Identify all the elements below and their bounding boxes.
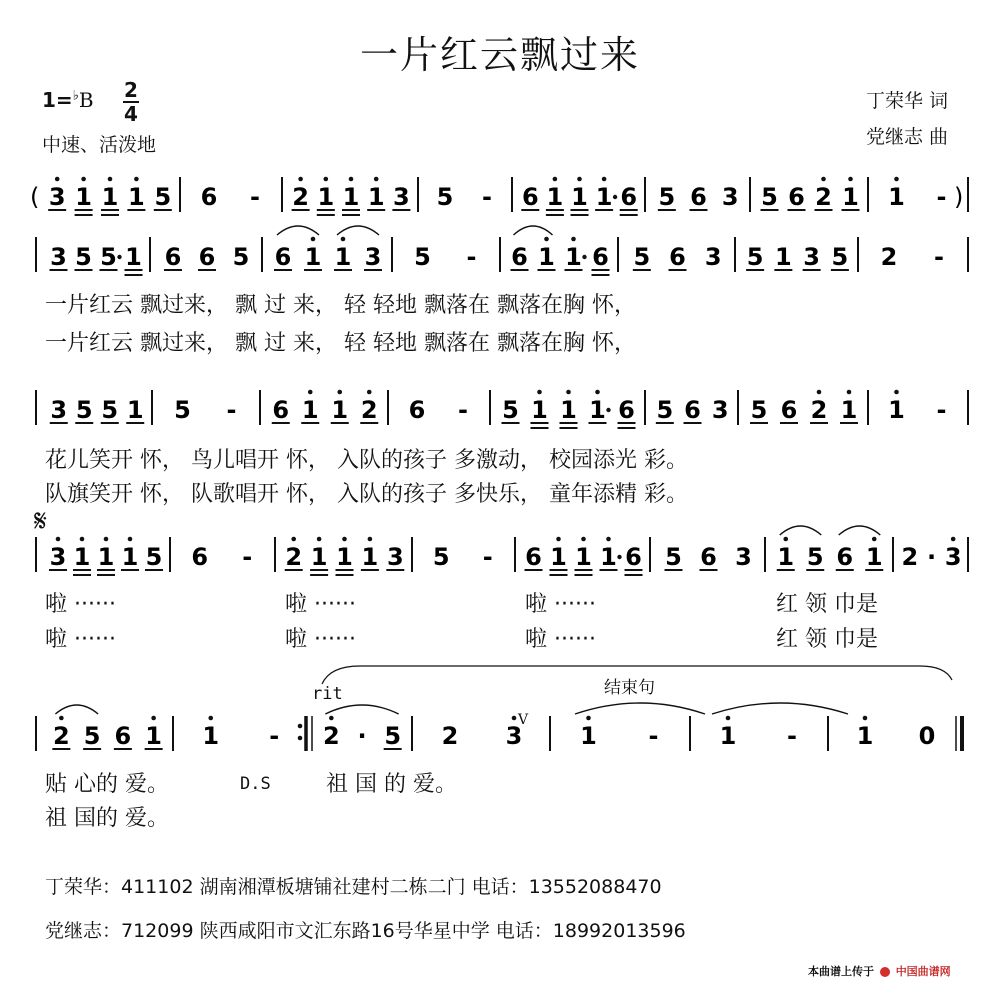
note: 3 <box>711 396 729 424</box>
lyric-line: 一片红云 飘过来， 飘 过 来， 轻 轻地 飘落在 飘落在胸 怀， <box>45 331 636 356</box>
octave-dot <box>951 537 956 542</box>
note: 3 <box>803 243 820 271</box>
note: 6 <box>788 183 805 211</box>
octave-dot <box>726 716 731 721</box>
octave-dot <box>586 716 591 721</box>
note: 1 <box>126 396 144 424</box>
note: 3 <box>721 183 739 211</box>
ds-marking: D.S <box>240 774 271 794</box>
note: 1 <box>301 396 319 424</box>
note: 1 <box>75 183 92 211</box>
note: 1 <box>97 543 115 571</box>
note: 1 <box>367 183 385 211</box>
note: 5 <box>761 183 778 211</box>
octave-dot <box>872 537 877 542</box>
octave-dot <box>566 390 571 395</box>
octave-dot <box>55 177 60 182</box>
slur <box>780 526 822 535</box>
note: 1 <box>145 722 162 750</box>
note: 3 <box>393 183 410 211</box>
dash-mark: - <box>787 722 797 750</box>
note: 5 <box>432 543 450 571</box>
note: 1 <box>888 396 905 424</box>
note: 3 <box>50 243 67 271</box>
note: 3 <box>735 543 752 571</box>
note: 1 <box>334 243 352 271</box>
dash-mark: - <box>269 722 280 750</box>
note: 3 <box>944 543 962 571</box>
octave-dot <box>863 716 868 721</box>
note: 5 <box>831 243 849 271</box>
aug-dot <box>606 408 610 412</box>
slur <box>55 705 98 714</box>
lyricist-contact: 丁荣华：411102 湖南湘潭板塘铺社建村二栋二门 电话：13552088470 <box>45 876 662 898</box>
note: 1 <box>589 396 606 424</box>
note: 6 <box>200 183 218 211</box>
note: 1 <box>600 543 617 571</box>
octave-dot <box>342 537 347 542</box>
note: 3 <box>49 543 67 571</box>
note: 3 <box>704 243 722 271</box>
note: 5 <box>384 722 402 750</box>
note: 5 <box>502 396 519 424</box>
note: 6 <box>272 396 290 424</box>
octave-dot <box>783 537 788 542</box>
note: 1 <box>125 243 142 271</box>
note: · <box>926 543 937 571</box>
site-name: 中国曲谱网 <box>895 965 951 978</box>
close-paren: ) <box>954 183 964 211</box>
octave-dot <box>291 537 296 542</box>
note: 1 <box>777 543 795 571</box>
note: 2 <box>815 183 832 211</box>
octave-dot <box>581 537 586 542</box>
note: 3 <box>505 722 523 750</box>
note: 1 <box>317 183 335 211</box>
note: 2 <box>880 243 898 271</box>
note: 1 <box>546 183 564 211</box>
note: 2 <box>901 543 919 571</box>
note: 1 <box>101 183 119 211</box>
note: 2 <box>360 396 378 424</box>
note: 3 <box>386 543 404 571</box>
note: 5 <box>232 243 250 271</box>
note: 6 <box>592 243 609 271</box>
ending-bracket <box>322 666 952 684</box>
slur <box>839 526 881 535</box>
octave-dot <box>80 537 85 542</box>
octave-dot <box>329 716 334 721</box>
octave-dot <box>104 537 109 542</box>
breath-mark: V <box>518 712 529 728</box>
dash-mark: - <box>934 243 944 271</box>
slur <box>514 226 553 235</box>
note: 3 <box>50 396 68 424</box>
octave-dot <box>848 177 853 182</box>
slur <box>325 705 398 714</box>
note: 5 <box>154 183 172 211</box>
note: 6 <box>525 543 542 571</box>
aug-dot <box>617 555 621 559</box>
note: 5 <box>746 243 764 271</box>
key-prefix: 1= <box>42 88 73 112</box>
note: 1 <box>342 183 360 211</box>
dash-mark: - <box>482 183 492 211</box>
note: 3 <box>48 183 66 211</box>
octave-dot <box>208 716 213 721</box>
octave-dot <box>349 177 354 182</box>
octave-dot <box>544 237 549 242</box>
open-paren: ( <box>30 183 40 211</box>
flat-sign: ♭ <box>72 88 79 104</box>
note: 2 <box>292 183 309 211</box>
octave-dot <box>134 177 139 182</box>
lyric-line: 啦 ······ <box>285 592 356 617</box>
time-denominator: 4 <box>124 102 138 126</box>
lyric-line: 啦 ······ <box>45 627 116 652</box>
note: 1 <box>580 722 597 750</box>
octave-dot <box>577 177 582 182</box>
note: 5 <box>145 543 163 571</box>
note: 1 <box>331 396 349 424</box>
dash-mark: - <box>648 722 659 750</box>
dash-mark: - <box>458 396 468 424</box>
dash-mark: - <box>936 183 947 211</box>
lyric-line: 啦 ······ <box>285 627 356 652</box>
note: 5 <box>174 396 191 424</box>
note: 6 <box>620 183 638 211</box>
octave-dot <box>128 537 133 542</box>
note: 1 <box>840 396 858 424</box>
octave-dot <box>847 390 852 395</box>
octave-dot <box>81 177 86 182</box>
note: 2 <box>322 722 340 750</box>
aug-dot <box>582 255 586 259</box>
note: 6 <box>669 243 686 271</box>
tempo-marking: 中速、活泼地 <box>42 134 157 156</box>
dash-mark: - <box>482 543 493 571</box>
octave-dot <box>367 390 372 395</box>
note: 3 <box>364 243 382 271</box>
note: 6 <box>198 243 216 271</box>
note: 6 <box>408 396 426 424</box>
note: 1 <box>538 243 555 271</box>
aug-dot <box>613 195 617 199</box>
lyric-line: 啦 ······ <box>525 627 596 652</box>
dash-mark: - <box>226 396 237 424</box>
octave-dot <box>894 177 899 182</box>
composer-contact: 党继志：712099 陕西咸阳市文汇东路16号华星中学 电话：18992013596 <box>45 920 686 942</box>
slur <box>277 226 319 235</box>
note: 5 <box>100 243 117 271</box>
note: 1 <box>719 722 737 750</box>
note: 1 <box>121 543 139 571</box>
note: 5 <box>633 243 651 271</box>
octave-dot <box>512 716 517 721</box>
lyric-line: 啦 ······ <box>525 592 596 617</box>
note: 5 <box>75 243 92 271</box>
octave-dot <box>602 177 607 182</box>
time-numerator: 2 <box>124 78 138 102</box>
octave-dot <box>556 537 561 542</box>
note: 1 <box>550 543 567 571</box>
aug-dot <box>117 255 121 259</box>
note: 1 <box>571 183 588 211</box>
note: 2 <box>53 722 70 750</box>
octave-dot <box>894 390 899 395</box>
note: 5 <box>414 243 431 271</box>
note: 1 <box>865 543 883 571</box>
note: 6 <box>191 543 209 571</box>
note: 1 <box>310 543 328 571</box>
octave-dot <box>308 390 313 395</box>
dash-mark: - <box>466 243 477 271</box>
note: 5 <box>665 543 682 571</box>
note: 2 <box>285 543 303 571</box>
note: 1 <box>336 543 353 571</box>
note: 6 <box>521 183 539 211</box>
octave-dot <box>151 716 156 721</box>
octave-dot <box>59 716 64 721</box>
note: 1 <box>128 183 145 211</box>
note: 2 <box>810 396 828 424</box>
note: 0 <box>918 722 936 750</box>
dash-mark: - <box>936 396 947 424</box>
lyric-line: 队旗笑开 怀， 队歌唱开 怀， 入队的孩子 多快乐， 童年添精 彩。 <box>45 482 688 507</box>
note: 1 <box>856 722 874 750</box>
note: 6 <box>836 543 854 571</box>
note: 1 <box>560 396 577 424</box>
octave-dot <box>821 177 826 182</box>
octave-dot <box>374 177 379 182</box>
note: 1 <box>202 722 220 750</box>
note: 6 <box>274 243 292 271</box>
octave-dot <box>341 237 346 242</box>
note: 6 <box>700 543 717 571</box>
note: 1 <box>775 243 792 271</box>
lyric-line: 祖 国的 爱。 <box>45 806 169 831</box>
note: 1 <box>304 243 322 271</box>
note: 5 <box>806 543 824 571</box>
octave-dot <box>571 237 576 242</box>
note: 1 <box>531 396 548 424</box>
note: · <box>357 722 367 750</box>
upload-credit-text: 本曲谱上传于 <box>808 965 874 978</box>
note: 2 <box>441 722 459 750</box>
note: 5 <box>83 722 101 750</box>
note: 5 <box>101 396 119 424</box>
key-note: B <box>78 88 94 112</box>
note: 1 <box>565 243 582 271</box>
repeat-dot <box>298 724 303 729</box>
note: 6 <box>684 396 701 424</box>
lyricist-credit: 丁荣华 词 <box>866 90 949 112</box>
octave-dot <box>817 390 822 395</box>
note: 6 <box>780 396 798 424</box>
tie <box>712 703 848 714</box>
segno-sign: 𝄋 <box>34 504 47 539</box>
note: 6 <box>625 543 642 571</box>
lyric-line: 红 领 巾是 <box>776 592 878 617</box>
note: 5 <box>658 183 676 211</box>
octave-dot <box>56 537 61 542</box>
octave-dot <box>537 390 542 395</box>
note: 1 <box>361 543 379 571</box>
note: 1 <box>842 183 859 211</box>
ending-label: 结束句 <box>604 678 655 698</box>
dash-mark: - <box>242 543 253 571</box>
note: 6 <box>618 396 635 424</box>
note: 6 <box>690 183 707 211</box>
lyric-line: 啦 ······ <box>45 592 116 617</box>
lyric-line: 花儿笑开 怀， 鸟儿唱开 怀， 入队的孩子 多激动， 校园添光 彩。 <box>45 448 688 473</box>
octave-dot <box>311 237 316 242</box>
tie <box>575 703 705 714</box>
octave-dot <box>337 390 342 395</box>
note: 1 <box>888 183 905 211</box>
note: 5 <box>750 396 768 424</box>
lyric-line: 一片红云 飘过来， 飘 过 来， 轻 轻地 飘落在 飘落在胸 怀， <box>45 293 636 318</box>
octave-dot <box>595 390 600 395</box>
octave-dot <box>368 537 373 542</box>
lyric-line: 贴 心的 爱。 <box>45 772 169 797</box>
octave-dot <box>553 177 558 182</box>
upload-credit <box>808 963 951 979</box>
site-logo-icon <box>880 967 890 977</box>
octave-dot <box>324 177 329 182</box>
song-title: 一片红云飘过来 <box>359 33 640 77</box>
repeat-dot <box>298 736 303 741</box>
octave-dot <box>317 537 322 542</box>
note: 1 <box>575 543 592 571</box>
octave-dot <box>108 177 113 182</box>
note: 5 <box>656 396 674 424</box>
note: 5 <box>436 183 454 211</box>
octave-dot <box>606 537 611 542</box>
rit-marking: rit <box>312 684 343 704</box>
lyric-line: 红 领 巾是 <box>776 627 878 652</box>
note: 6 <box>164 243 182 271</box>
dash-mark: - <box>250 183 260 211</box>
lyric-line: 祖 国 的 爱。 <box>326 772 457 797</box>
octave-dot <box>298 177 303 182</box>
note: 1 <box>73 543 91 571</box>
note: 6 <box>114 722 132 750</box>
note: 1 <box>595 183 613 211</box>
slur <box>337 226 379 235</box>
note: 6 <box>511 243 528 271</box>
composer-credit: 党继志 曲 <box>866 126 949 148</box>
note: 5 <box>75 396 93 424</box>
